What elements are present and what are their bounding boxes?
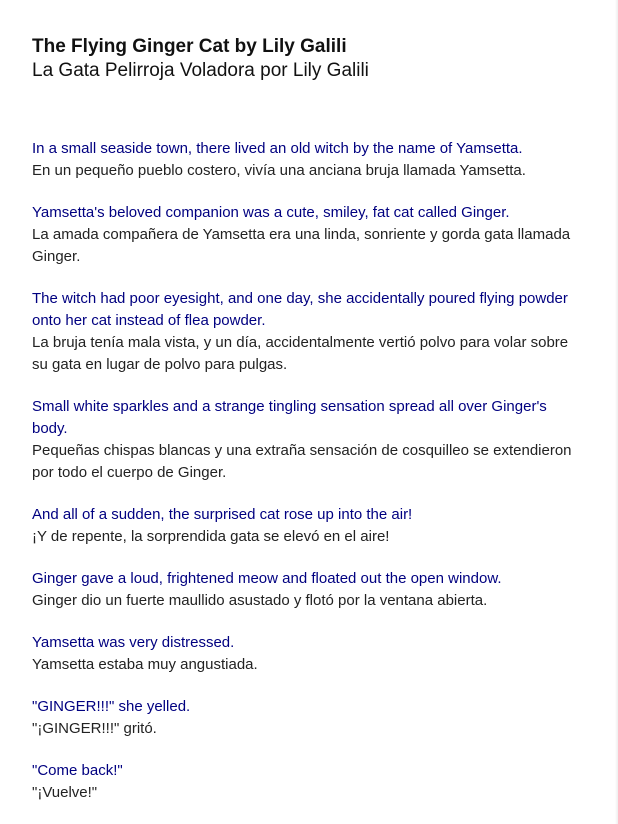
spanish-text: Pequeñas chispas blancas y una extraña sensación de cosquilleo se extendieron por todo el cuerpo de Ginger.	[32, 442, 572, 481]
english-text: Yamsetta's beloved companion was a cute, smiley, fat cat called Ginger.	[32, 204, 510, 221]
english-text: Ginger gave a loud, frightened meow and floated out the open window.	[32, 570, 502, 587]
english-text: "GINGER!!!" she yelled.	[32, 698, 191, 715]
story-paragraph	[32, 568, 584, 612]
spanish-text: "¡GINGER!!!" gritó.	[32, 720, 157, 737]
english-text: "Come back!"	[32, 762, 123, 779]
english-text: In a small seaside town, there lived an old witch by the name of Yamsetta.	[32, 140, 523, 157]
story-paragraph	[32, 288, 584, 376]
spanish-text: "¡Vuelve!"	[32, 784, 98, 801]
spanish-text: ¡Y de repente, la sorprendida gata se elevó en el aire!	[32, 528, 390, 545]
spanish-text: En un pequeño pueblo costero, vivía una anciana bruja llamada Yamsetta.	[32, 162, 526, 179]
english-text: Yamsetta was very distressed.	[32, 634, 235, 651]
spanish-text: Yamsetta estaba muy angustiada.	[32, 656, 258, 673]
story-paragraph	[32, 504, 584, 548]
title-english: The Flying Ginger Cat by Lily Galili	[32, 36, 347, 57]
title-spanish: La Gata Pelirroja Voladora por Lily Galili	[32, 60, 369, 81]
story-document	[32, 35, 584, 824]
story-paragraph	[32, 632, 584, 676]
spanish-text: La amada compañera de Yamsetta era una linda, sonriente y gorda gata llamada Ginger.	[32, 226, 571, 265]
story-paragraph	[32, 138, 584, 182]
story-paragraph	[32, 696, 584, 740]
spanish-text: Ginger dio un fuerte maullido asustado y flotó por la ventana abierta.	[32, 592, 488, 609]
english-text: And all of a sudden, the surprised cat rose up into the air!	[32, 506, 413, 523]
story-paragraph	[32, 760, 584, 804]
story-paragraph	[32, 202, 584, 268]
story-paragraph	[32, 396, 584, 484]
spanish-text: La bruja tenía mala vista, y un día, accidentalmente vertió polvo para volar sobre su gata en lugar de polvo para pulgas.	[32, 334, 569, 373]
story-body	[32, 138, 584, 804]
english-text: The witch had poor eyesight, and one day, she accidentally poured flying powder onto her cat instead of flea powder.	[32, 290, 568, 329]
english-text: Small white sparkles and a strange tingling sensation spread all over Ginger's body.	[32, 398, 547, 437]
